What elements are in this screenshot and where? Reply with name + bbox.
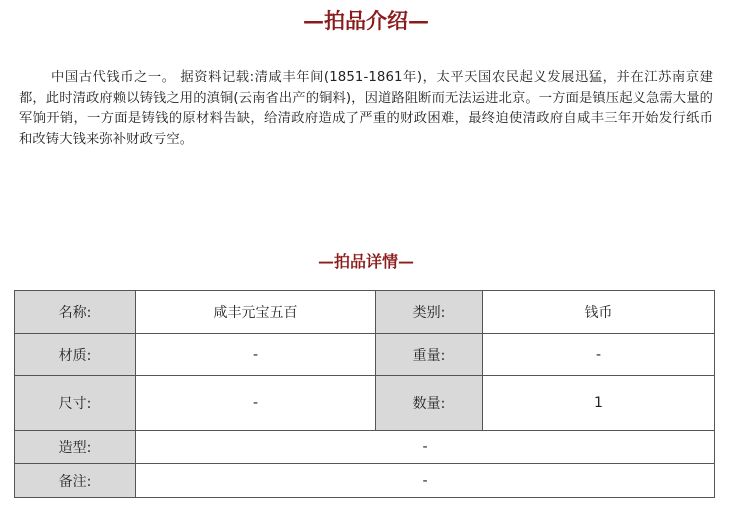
weight-label: 重量: <box>376 334 483 376</box>
material-value: - <box>136 334 376 376</box>
table-row <box>15 334 715 376</box>
category-label: 类别: <box>376 291 483 334</box>
table-row <box>15 431 715 464</box>
name-label: 名称: <box>15 291 136 334</box>
weight-value: - <box>483 334 715 376</box>
quantity-value: 1 <box>483 376 715 431</box>
size-label: 尺寸: <box>15 376 136 431</box>
shape-label: 造型: <box>15 431 136 464</box>
size-value: - <box>136 376 376 431</box>
details-table <box>14 290 715 498</box>
table-row <box>15 376 715 431</box>
intro-section-title: —拍品介绍— <box>303 8 429 33</box>
shape-value: - <box>136 431 715 464</box>
quantity-label: 数量: <box>376 376 483 431</box>
name-value: 咸丰元宝五百 <box>136 291 376 334</box>
table-row <box>15 291 715 334</box>
intro-paragraph: 中国古代钱币之一。 据资料记载:清咸丰年间(1851-1861年)，太平天国农民起义发展迅猛，并在江苏南京建都，此时清政府赖以铸钱之用的滇铜(云南省出产的铜料)，因道路阻断而无法运进北京。一方面是镇压起义急需大量的军饷开销，一方面是铸钱的原材料告缺，给清政府造成了严重的财政困难，最终迫使清政府自咸丰三年开始发行纸币和改铸大钱来弥补财政亏空。 <box>19 70 713 147</box>
remark-label: 备注: <box>15 464 136 498</box>
remark-value: - <box>136 464 715 498</box>
table-row <box>15 464 715 498</box>
details-section-title: —拍品详情— <box>317 252 414 271</box>
material-label: 材质: <box>15 334 136 376</box>
category-value: 钱币 <box>483 291 715 334</box>
